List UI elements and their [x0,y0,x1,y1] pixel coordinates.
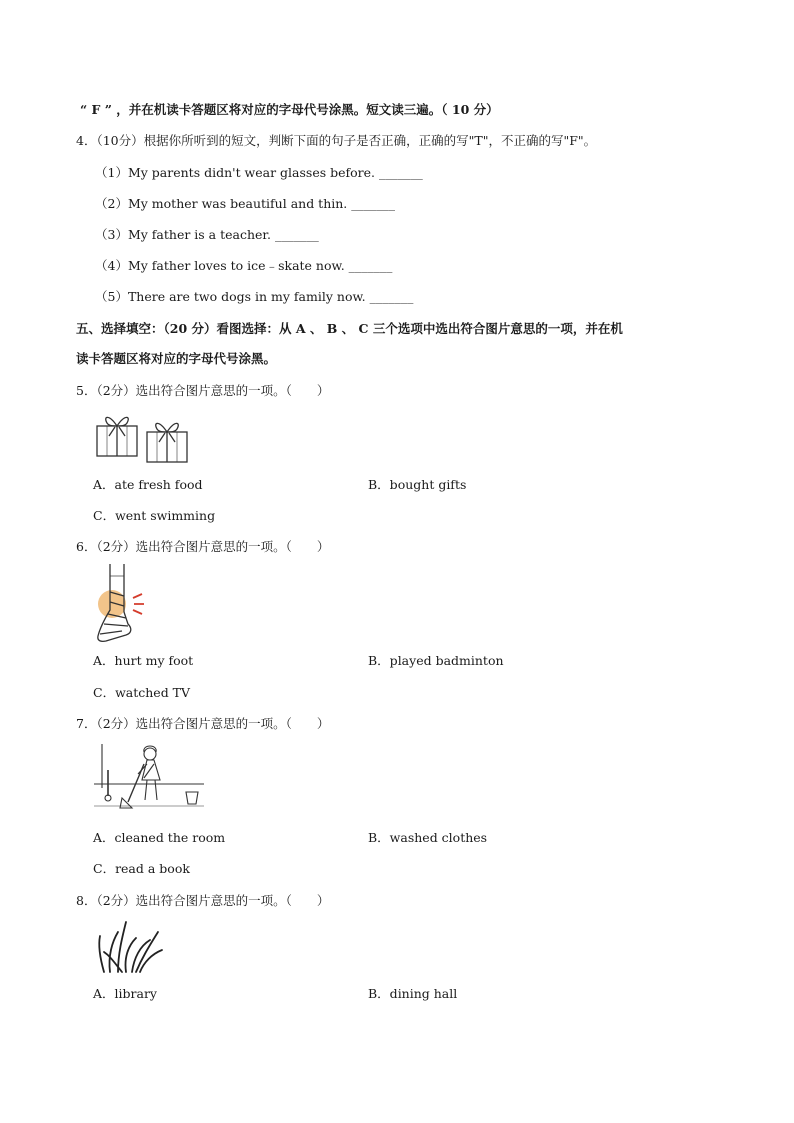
q4-item-4: （4）My father loves to ice﹣skate now. _______ [95,258,393,273]
q5-option-c: C．went swimming [93,508,216,523]
q7-option-c: C．read a book [93,861,190,876]
q8-option-a: A．library [93,986,157,1001]
section5-heading: 五、选择填空：（20 分）看图选择：从 A 、 B 、 C 三个选项中选出符合图片意思的一项，并在机 [76,321,623,336]
q4-item-3: （3）My father is a teacher. _______ [95,227,319,242]
bandaged-foot-icon [92,562,152,646]
q6-option-b: B．played badminton [368,653,504,668]
q5-option-b: B．bought gifts [368,477,467,492]
q4-item-2: （2）My mother was beautiful and thin. _______ [95,196,395,211]
q7-option-b: B．washed clothes [368,830,488,845]
gift-boxes-icon [95,410,195,466]
q6-option-c: C．watched TV [93,685,191,700]
grass-icon [96,918,166,976]
q6-option-a: A．hurt my foot [93,653,194,668]
question-4-stem: 4．（10分）根据你所听到的短文，判断下面的句子是否正确，正确的写"T"，不正确的写"F"。 [76,133,597,148]
q5-option-a: A．ate fresh food [93,477,203,492]
question-6-stem: 6．（2分）选出符合图片意思的一项。（ ） [76,539,330,554]
section4-instruction-tail: “ F ” ，并在机读卡答题区将对应的字母代号涂黑。短文读三遍。（ 10 分） [80,102,499,117]
q8-option-b: B．dining hall [368,986,458,1001]
question-5-stem: 5．（2分）选出符合图片意思的一项。（ ） [76,383,330,398]
q4-item-5: （5）There are two dogs in my family now. _______ [95,289,414,304]
section5-heading-cont: 读卡答题区将对应的字母代号涂黑。 [76,351,277,366]
q7-option-a: A．cleaned the room [93,830,226,845]
q4-item-1: （1）My parents didn't wear glasses before. _______ [95,165,423,180]
question-7-stem: 7．（2分）选出符合图片意思的一项。（ ） [76,716,330,731]
question-8-stem: 8．（2分）选出符合图片意思的一项。（ ） [76,893,330,908]
girl-sweeping-icon [92,740,207,812]
